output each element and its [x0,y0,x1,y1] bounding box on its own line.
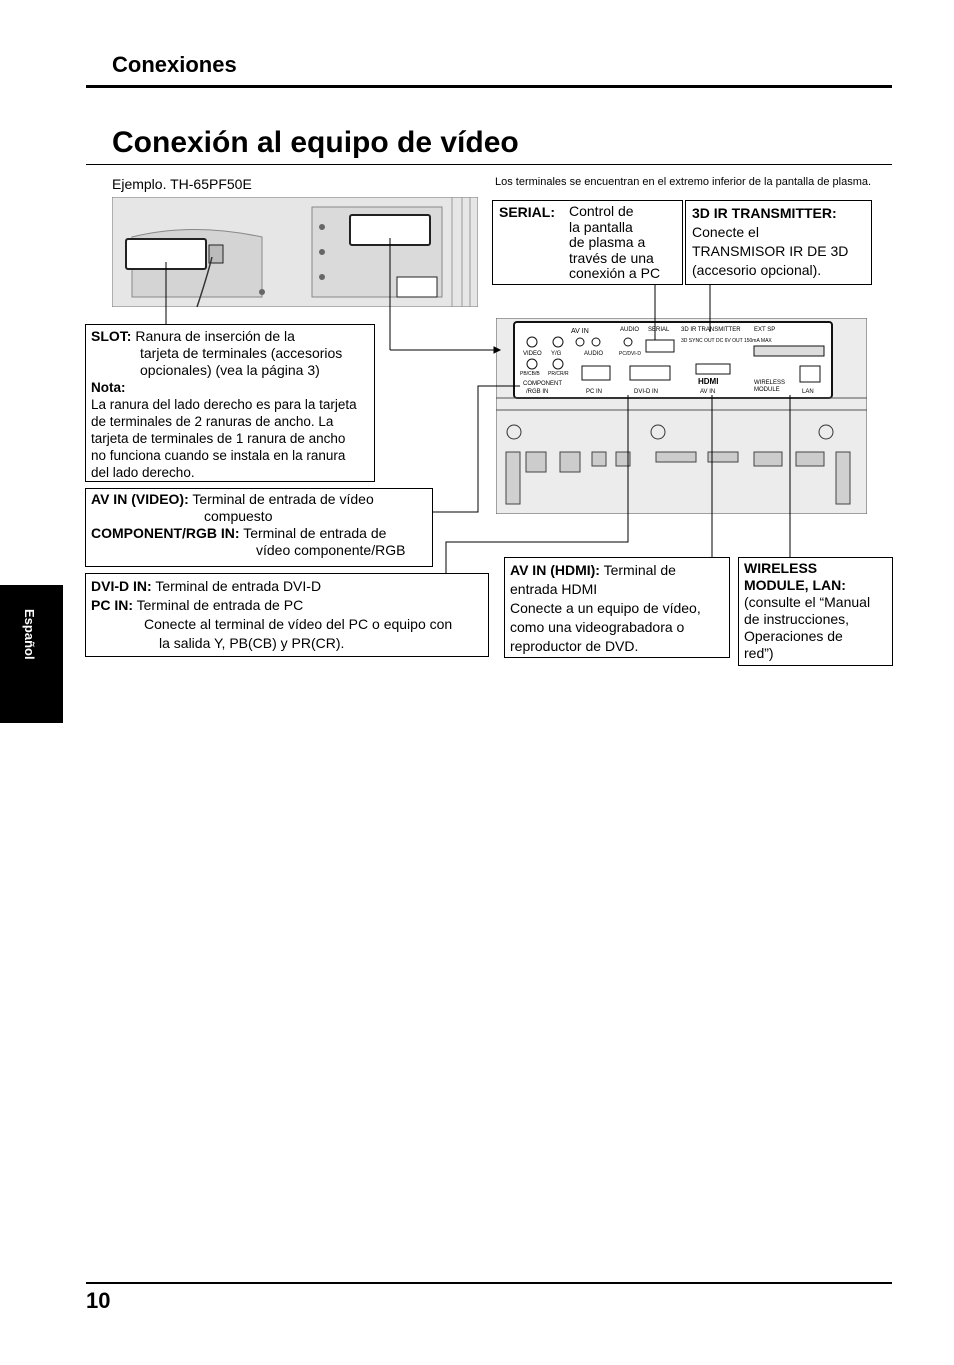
panel-audio-l: AUDIO [584,351,604,357]
av-in-video-text2: compuesto [204,508,273,524]
serial-line: la pantalla [569,218,633,235]
pc-in-term: PC IN: [91,597,133,613]
hdmi-text: Terminal de [603,562,676,578]
panel-serial: SERIAL [648,327,670,333]
slot-note-title: Nota: [91,380,126,395]
slot-note-line: de terminales de 2 ranuras de ancho. La [91,414,334,429]
serial-line: través de una [569,249,654,266]
hdmi-line: reproductor de DVD. [510,638,639,654]
wireless-term2: MODULE, LAN: [744,577,846,593]
example-label: Ejemplo. TH-65PF50E [112,176,252,192]
ir-term: 3D IR TRANSMITTER: [692,205,837,221]
hdmi-term: AV IN (HDMI): [510,562,600,578]
wireless-term1: WIRELESS [744,560,818,576]
wireless-line: de instrucciones, [744,611,850,627]
av-in-video-callout [85,488,433,567]
wireless-line: (consulte el “Manual [744,594,871,610]
slot-note-line: no funciona cuando se instala en la ranura [91,448,346,463]
serial-line: Control de [569,203,634,219]
slot-note-line: del lado derecho. [91,465,195,480]
panel-pb: PB/CB/B [520,371,540,377]
slot-callout [85,324,375,482]
language-side-tab [0,585,63,723]
page-number: 10 [86,1288,111,1313]
panel-av-in-hdmi: AV IN [700,389,716,395]
panel-wireless: WIRELESS [754,380,786,386]
panel-rgb-in: /RGB IN [526,389,549,395]
page-title: Conexión al equipo de vídeo [112,126,519,159]
component-text: Terminal de entrada de [243,525,387,541]
panel-pr: PR/CR/R [548,371,569,377]
dvi-text: Terminal de entrada DVI-D [155,578,322,594]
serial-desc [569,204,660,282]
dvi-line3: Conecte al terminal de vídeo del PC o equipo con [144,616,453,632]
hdmi-callout [504,557,730,658]
serial-callout [492,200,683,285]
footer-rule [86,1282,892,1284]
ir-transmitter-callout [685,200,872,285]
hdmi-line: Conecte a un equipo de vídeo, [510,600,701,616]
panel-ext-sp: EXT SP [754,327,776,333]
slot-note-line: tarjeta de terminales de 1 ranura de ancho [91,431,346,446]
av-in-video-text: Terminal de entrada de vídeo [192,491,374,507]
dvi-term: DVI-D IN: [91,578,152,594]
component-text2: vídeo componente/RGB [256,542,406,558]
panel-hdmi: HDMI [698,377,719,386]
location-note: Los terminales se encuentran en el extremo inferior de la pantalla de plasma. [495,176,872,188]
section-title: Conexiones [112,52,237,77]
panel-component: COMPONENT [523,381,562,387]
hdmi-line: entrada HDMI [510,581,598,597]
serial-line: conexión a PC [569,265,661,282]
ir-line: (accesorio opcional). [692,262,822,278]
slot-line2: tarjeta de terminales (accesorios [140,345,343,361]
wireless-lan-callout [738,557,893,666]
serial-term: SERIAL: [499,204,555,220]
av-in-video-term: AV IN (VIDEO): [91,491,189,507]
panel-dc: DC 6V OUT 150mA MAX [716,338,772,344]
hdmi-line: como una videograbadora o [510,619,685,635]
panel-y-g: Y/G [551,351,562,357]
pc-in-text: Terminal de entrada de PC [136,597,304,613]
panel-pc-in: PC IN [586,389,603,395]
panel-lan: LAN [802,389,814,395]
component-term: COMPONENT/RGB IN: [91,525,240,541]
slot-term: SLOT: [91,328,132,344]
panel-sync: 3D SYNC OUT [681,338,715,344]
ir-line: TRANSMISOR IR DE 3D [692,243,849,259]
language-label: Español [22,609,37,660]
panel-av-in: AV IN [571,328,589,335]
ir-line: Conecte el [692,224,759,240]
panel-module: MODULE [754,387,780,393]
dvi-line4: la salida Y, PB(CB) y PR(CR). [159,635,345,651]
panel-ir: 3D IR TRANSMITTER [681,327,741,333]
slot-line3: opcionales) (vea la página 3) [140,362,320,378]
serial-line: de plasma a [569,234,646,251]
slot-note-line: La ranura del lado derecho es para la tarjeta [91,397,357,412]
slot-line1: Ranura de inserción de la [135,328,295,344]
panel-audio: AUDIO [620,327,640,333]
wireless-line: Operaciones de [744,628,843,644]
panel-pc-dvi: PC/DVI-D [619,351,641,357]
panel-dvi-in: DVI-D IN [634,389,658,395]
wireless-line: red”) [744,645,774,661]
dvi-pc-callout [85,573,489,657]
panel-video: VIDEO [523,351,542,357]
